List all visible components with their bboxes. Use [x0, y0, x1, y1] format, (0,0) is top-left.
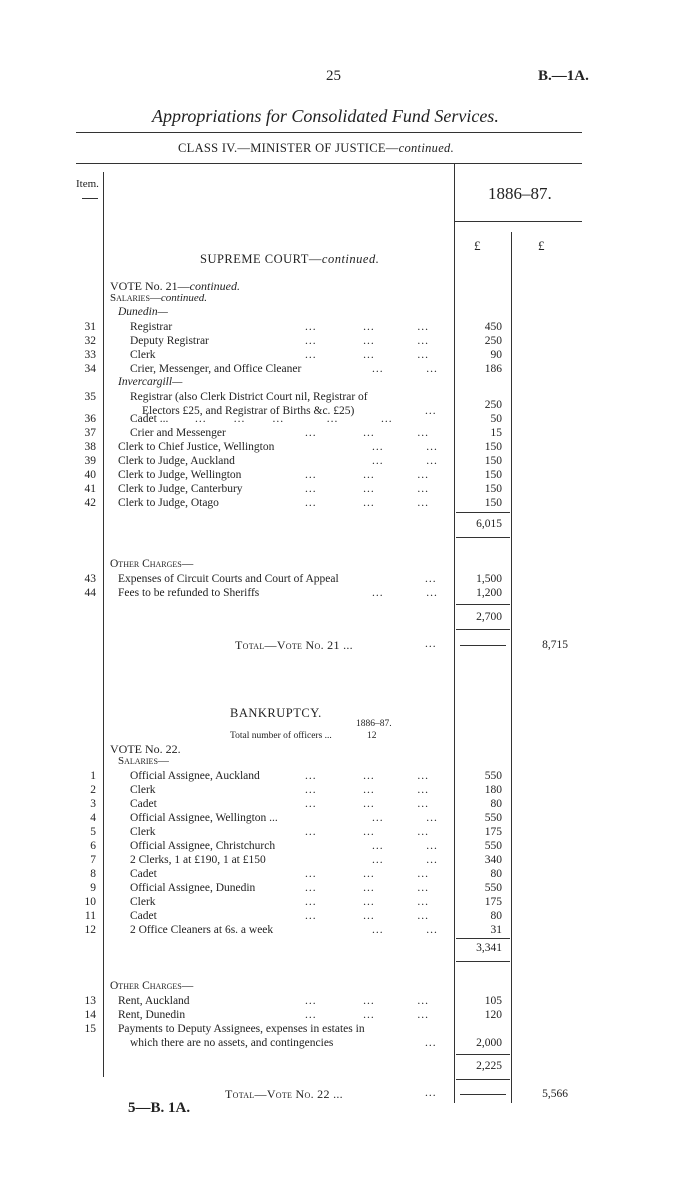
vote-21-total-row [0, 638, 700, 652]
item-number: 1 [90, 770, 96, 782]
subtotal-amount: 2,700 [476, 611, 502, 623]
table-row [0, 586, 700, 600]
vote-21-total-label: Total—Vote No. 21 ... [235, 638, 353, 652]
table-row [0, 348, 700, 362]
item-amount: 31 [490, 924, 502, 936]
item-amount: 150 [484, 483, 502, 495]
subtotal-amount: 6,015 [476, 518, 502, 530]
item-number: 2 [90, 784, 96, 796]
table-row [0, 454, 700, 468]
item-amount: 80 [490, 910, 502, 922]
salaries-heading-21 [110, 292, 207, 304]
supreme-court-title: SUPREME COURT— [200, 252, 322, 266]
item-header-underline [82, 198, 98, 199]
table-row [0, 440, 700, 454]
supreme-court-continued: continued. [321, 252, 380, 266]
table-row [0, 426, 700, 440]
item-number: 32 [84, 335, 96, 347]
item-amount: 80 [490, 798, 502, 810]
item-number: 4 [90, 812, 96, 824]
leader-dots: ... ... [372, 441, 438, 453]
leader-dots: ... ... ... [305, 497, 429, 509]
item-amount: 80 [490, 868, 502, 880]
page-title: Appropriations for Consolidated Fund Services. [152, 106, 499, 126]
item-amount: 250 [484, 335, 502, 347]
table-row [0, 1008, 700, 1022]
item-description: Official Assignee, Dunedin [130, 882, 256, 894]
item-amount: 1,200 [476, 587, 502, 599]
item-amount: 550 [484, 882, 502, 894]
item-number: 7 [90, 854, 96, 866]
table-row [0, 572, 700, 586]
item-description: Clerk to Judge, Wellington [118, 469, 242, 481]
leader-dots: ... ... [372, 812, 438, 824]
item-number: 41 [84, 483, 96, 495]
item-number: 35 [84, 391, 96, 403]
leader-dots: ... ... [372, 854, 438, 866]
item-amount: 1,500 [476, 573, 502, 585]
subtotal-amount: 3,341 [476, 942, 502, 954]
leader-dots: ... ... ... [305, 1009, 429, 1021]
item-description: Clerk [130, 896, 156, 908]
item-description: Clerk to Judge, Otago [118, 497, 219, 509]
item-amount: 175 [484, 896, 502, 908]
item-amount: 105 [484, 995, 502, 1007]
table-row [0, 362, 700, 376]
item-description: Clerk to Judge, Canterbury [118, 483, 243, 495]
leader-dots: ... ... [372, 924, 438, 936]
item-description: 2 Clerks, 1 at £190, 1 at £150 [130, 854, 266, 866]
item-description: Clerk to Judge, Auckland [118, 455, 235, 467]
signature-mark: 5—B. 1A. [128, 1100, 191, 1116]
supreme-court-heading [200, 252, 379, 267]
item-description: Fees to be refunded to Sheriffs [118, 587, 260, 599]
table-row [0, 769, 700, 783]
title-divider [76, 132, 582, 133]
leader-dots: ... ... ... [305, 483, 429, 495]
leader-dots: ... ... [372, 363, 438, 375]
item-number: 3 [90, 798, 96, 810]
vote-21-label: VOTE No. 21— [110, 279, 190, 293]
item-amount: 150 [484, 469, 502, 481]
vote-21-continued: continued. [189, 279, 240, 293]
item-amount: 120 [484, 1009, 502, 1021]
table-row [0, 909, 700, 923]
subtotal-rule [456, 961, 510, 962]
item-number: 14 [84, 1009, 96, 1021]
leader-dots: ... [425, 638, 437, 650]
table-row [0, 825, 700, 839]
other-charges-heading-22: Other Charges— [110, 980, 194, 992]
salaries-label-21: Salaries— [110, 292, 161, 304]
leader-dots: ... ... [372, 587, 438, 599]
item-amount: 50 [490, 413, 502, 425]
leader-dots: ... ... ... [305, 868, 429, 880]
item-number: 43 [84, 573, 96, 585]
leader-dots: ... ... ... [305, 896, 429, 908]
subtotal-rule [456, 1054, 510, 1055]
item-number: 6 [90, 840, 96, 852]
vote-22-total: 5,566 [542, 1088, 568, 1100]
item-amount: 250 [484, 399, 502, 411]
item-number: 31 [84, 321, 96, 333]
vote-22-heading: VOTE No. 22. [110, 742, 181, 756]
table-row [0, 496, 700, 510]
item-description: Clerk [130, 349, 156, 361]
item-amount: 90 [490, 349, 502, 361]
officers-label: Total number of officers ... [230, 731, 332, 741]
item-description: Registrar (also Clerk District Court nil, Registrar of [130, 391, 368, 403]
leader-dots: ... ... ... [305, 335, 429, 347]
leader-dots: ... ... ... [305, 784, 429, 796]
subtotal-row [0, 941, 700, 955]
class-title-main: CLASS IV.—MINISTER OF JUSTICE— [178, 141, 399, 155]
table-row [0, 783, 700, 797]
item-amount: 340 [484, 854, 502, 866]
item-description-continued: which there are no assets, and contingencies [130, 1037, 334, 1049]
item-description: Cadet [130, 910, 157, 922]
item-number: 38 [84, 441, 96, 453]
leader-dots: ... ... ... [305, 469, 429, 481]
subtotal-row [0, 517, 700, 531]
item-amount: 550 [484, 812, 502, 824]
class-title-continued: continued. [398, 141, 455, 155]
item-description: Cadet [130, 868, 157, 880]
subtotal-rule [456, 629, 510, 630]
leader-dots: ... ... ... [305, 427, 429, 439]
item-number: 10 [84, 896, 96, 908]
page-number: 25 [326, 68, 341, 84]
item-number: 39 [84, 455, 96, 467]
item-description: Crier and Messenger [130, 427, 226, 439]
subtotal-row [0, 1059, 700, 1073]
leader-dots: ... ... [372, 840, 438, 852]
leader-dots: ... ... ... [305, 770, 429, 782]
item-description: Cadet ... [130, 413, 169, 425]
vote-22-total-row [0, 1087, 700, 1101]
table-row [0, 412, 700, 426]
item-number: 5 [90, 826, 96, 838]
item-amount: 180 [484, 784, 502, 796]
leader-dots: ... ... ... ... ... [195, 413, 393, 425]
item-number: 37 [84, 427, 96, 439]
item-number: 11 [84, 910, 96, 922]
leader-dots: ... ... ... [305, 910, 429, 922]
leader-dots: ... [425, 405, 437, 417]
invercargill-subheading: Invercargill— [118, 376, 183, 388]
item-number: 8 [90, 868, 96, 880]
leader-dots: ... ... ... [305, 321, 429, 333]
table-row [0, 482, 700, 496]
item-description: Crier, Messenger, and Office Cleaner [130, 363, 302, 375]
leader-dots: ... [425, 573, 437, 585]
table-row [0, 895, 700, 909]
table-row [0, 853, 700, 867]
item-number: 9 [90, 882, 96, 894]
item-description: Clerk to Chief Justice, Wellington [118, 441, 275, 453]
subtotal-rule [456, 1079, 510, 1080]
subtotal-rule [456, 604, 510, 605]
item-amount: 450 [484, 321, 502, 333]
item-description: Rent, Dunedin [118, 1009, 186, 1021]
item-description: Expenses of Circuit Courts and Court of Appeal [118, 573, 339, 585]
year-column-header: 1886–87. [488, 184, 552, 203]
item-number: 33 [84, 349, 96, 361]
pound-sign-amounts: £ [474, 238, 481, 253]
item-number: 42 [84, 497, 96, 509]
item-number: 15 [84, 1023, 96, 1035]
subtotal-rule [456, 512, 510, 513]
table-row [0, 468, 700, 482]
item-column-header: Item. [76, 178, 99, 190]
table-row [0, 334, 700, 348]
leader-dots: ... ... ... [305, 798, 429, 810]
item-amount: 15 [490, 427, 502, 439]
item-number: 40 [84, 469, 96, 481]
item-amount: 150 [484, 455, 502, 467]
subtotal-rule [456, 938, 510, 939]
item-number: 34 [84, 363, 96, 375]
item-number: 12 [84, 924, 96, 936]
leader-dots: ... ... ... [305, 826, 429, 838]
item-description: Payments to Deputy Assignees, expenses in estates in [118, 1023, 365, 1035]
subtotal-amount: 2,225 [476, 1060, 502, 1072]
item-amount: 175 [484, 826, 502, 838]
item-number: 44 [84, 587, 96, 599]
item-description: Cadet [130, 798, 157, 810]
bankruptcy-heading: BANKRUPTCY. [230, 706, 322, 720]
item-number: 36 [84, 413, 96, 425]
item-amount: 150 [484, 497, 502, 509]
table-row [0, 1022, 700, 1036]
leader-dots: ... ... ... [305, 995, 429, 1007]
item-description: Rent, Auckland [118, 995, 190, 1007]
item-amount: 2,000 [476, 1037, 502, 1049]
officers-count: 12 [367, 731, 377, 741]
other-charges-heading-21: Other Charges— [110, 558, 194, 570]
year-header-rule [454, 221, 582, 222]
item-description: Clerk [130, 784, 156, 796]
table-top-rule [76, 163, 582, 164]
amount-column-rule [454, 163, 455, 1103]
item-description: Official Assignee, Christchurch [130, 840, 276, 852]
vote-21-total: 8,715 [542, 639, 568, 651]
item-description: Clerk [130, 826, 156, 838]
salaries-heading-22: Salaries— [118, 755, 169, 767]
subtotal-row [0, 610, 700, 624]
table-row-continuation [0, 1036, 700, 1050]
class-title [178, 141, 454, 156]
item-description: 2 Office Cleaners at 6s. a week [130, 924, 274, 936]
pound-sign-totals: £ [538, 238, 545, 253]
item-description: Registrar [130, 321, 173, 333]
subtotal-rule [456, 537, 510, 538]
item-amount: 550 [484, 770, 502, 782]
table-row [0, 881, 700, 895]
leader-dots: ... ... [372, 455, 438, 467]
dunedin-subheading: Dunedin— [118, 306, 168, 318]
document-reference: B.—1A. [538, 68, 589, 84]
table-row [0, 320, 700, 334]
item-number: 13 [84, 995, 96, 1007]
item-description-continued: Electors £25, and Registrar of Births &c. £25) [142, 405, 355, 417]
table-row [0, 811, 700, 825]
table-row [0, 994, 700, 1008]
item-amount: 550 [484, 840, 502, 852]
leader-dots: ... [425, 1087, 437, 1099]
table-row [0, 923, 700, 937]
table-row-amount [0, 398, 700, 412]
bankruptcy-year: 1886–87. [356, 719, 392, 729]
item-amount: 150 [484, 441, 502, 453]
item-description: Official Assignee, Wellington ... [130, 812, 278, 824]
table-row [0, 867, 700, 881]
table-row [0, 797, 700, 811]
leader-dots: ... ... ... [305, 349, 429, 361]
leader-dots: ... ... ... [305, 882, 429, 894]
salaries-continued-21: continued. [160, 292, 208, 304]
item-description: Official Assignee, Auckland [130, 770, 260, 782]
table-row [0, 839, 700, 853]
item-amount: 186 [484, 363, 502, 375]
item-description: Deputy Registrar [130, 335, 209, 347]
vote-22-total-label: Total—Vote No. 22 ... [225, 1087, 343, 1101]
leader-dots: ... [425, 1037, 437, 1049]
